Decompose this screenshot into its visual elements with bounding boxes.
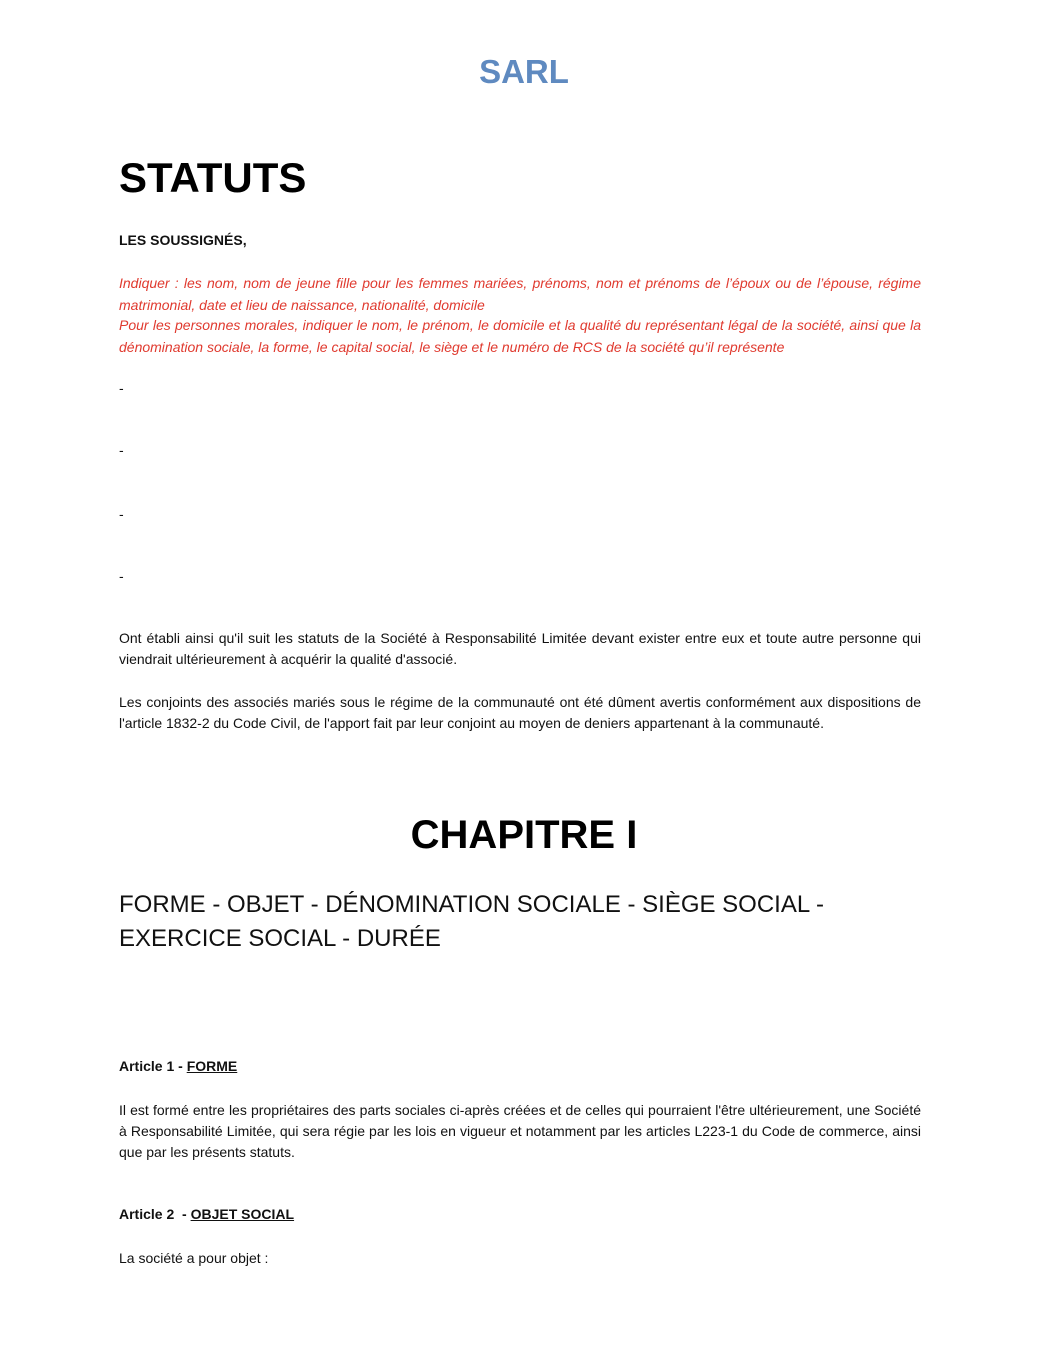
article-1-prefix: Article 1 - (119, 1058, 187, 1074)
party-list-marker: - (119, 442, 124, 458)
instruction-natural-persons: Indiquer : les nom, nom de jeune fille pour les femmes mariées, prénoms, nom et prénoms de l’époux ou de l’épouse, régime matrimonial, date et lieu de naissance, nationalité, domicile (119, 275, 921, 313)
party-list-marker: - (119, 506, 124, 522)
article-2-heading (119, 1204, 294, 1224)
chapter-subtitle: FORME - OBJET - DÉNOMINATION SOCIALE - SIÈGE SOCIAL - EXERCICE SOCIAL - DURÉE (119, 891, 824, 952)
instruction-legal-persons: Pour les personnes morales, indiquer le nom, le prénom, le domicile et la qualité du représentant légal de la société, ainsi que la dénomination sociale, la forme, le capital social, le siège et le numéro de RCS de la société qu’il représente (119, 317, 921, 355)
article-1-name: FORME (186, 1058, 238, 1074)
establishment-paragraph: Ont établi ainsi qu'il suit les statuts de la Société à Responsabilité Limitée devant exister entre eux et toute autre personne qui viendrait ultérieurement à acquérir la qualité d'associé. (119, 630, 921, 667)
party-list-marker: - (119, 568, 124, 584)
chapter-title: CHAPITRE I (410, 813, 638, 857)
article-2-name: OBJET SOCIAL (190, 1206, 295, 1222)
article-2-prefix: Article 2 - (119, 1206, 191, 1222)
spouses-paragraph: Les conjoints des associés mariés sous le régime de la communauté ont été dûment avertis conformément aux dispositions de l'article 1832-2 du Code Civil, de l'apport fait par leur conjoint au moyen de deniers appartenant à la communauté. (119, 694, 921, 731)
article-1-text: Il est formé entre les propriétaires des parts sociales ci-après créées et de celles qui pourraient l'être ultérieurement, une Société à Responsabilité Limitée, qui sera régie par les lois en vigueur et notamment par les articles L223-1 du Code de commerce, ainsi que par les présents statuts. (119, 1102, 921, 1160)
party-list-marker: - (119, 380, 124, 396)
document-title: STATUTS (119, 154, 307, 201)
parties-heading: LES SOUSSIGNÉS, (119, 232, 247, 248)
document-type-label: SARL (479, 53, 569, 90)
article-1-heading (119, 1056, 237, 1076)
article-2-text: La société a pour objet : (119, 1250, 269, 1266)
